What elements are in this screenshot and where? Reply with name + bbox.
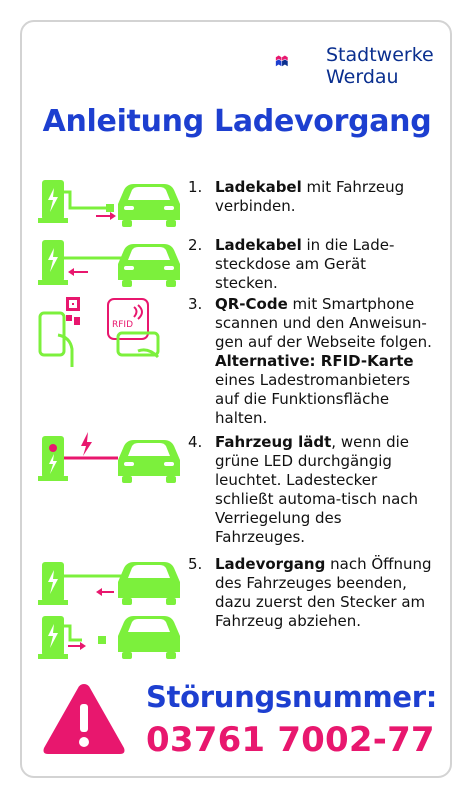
car-icon [118, 440, 180, 483]
brand-name-line1: Stadtwerke [326, 44, 434, 66]
step-keyword: QR-Code [215, 295, 288, 313]
page-title: Anleitung Ladevorgang [42, 104, 432, 139]
arrow-left-icon [68, 268, 88, 276]
step-keyword: Fahrzeug lädt [215, 433, 332, 451]
step-text: nach Öffnung des Fahrzeuges beenden, dazu zuerst den Stecker am Fahrzeug abziehen. [215, 555, 432, 630]
rfid-label: RFID [112, 320, 134, 330]
step3-illustration [38, 295, 183, 370]
step-alternative-text: eines Ladestromanbieters auf die Funktionsfläche halten. [215, 371, 411, 427]
charging-station-icon [38, 180, 80, 223]
step-keyword: Ladevorgang [215, 555, 326, 573]
step-keyword: Ladekabel [215, 236, 302, 254]
brand-name-line2: Werdau [326, 66, 399, 88]
car-icon [118, 244, 180, 287]
step-1 [188, 178, 438, 218]
rfid-card-icon [108, 299, 158, 357]
car-icon [118, 562, 180, 605]
smartphone-qr-icon [40, 297, 80, 367]
charging-station-icon [38, 240, 68, 285]
step-number: 4. [188, 433, 203, 451]
charging-station-icon [38, 562, 122, 605]
step-text: , wenn die grüne LED durchgängig leuchtet. Ladestecker schließt automa-tisch nach Verriegelung des Fahrzeuges. [215, 433, 419, 546]
step2-illustration [38, 232, 183, 292]
step-text: in die Lade-steckdose am Gerät stecken. [215, 236, 395, 292]
step1-illustration [38, 170, 183, 230]
hotline-label: Störungsnummer: [146, 680, 438, 714]
step-2 [188, 236, 438, 292]
step-number: 1. [188, 178, 203, 196]
brand-name [326, 44, 434, 88]
car-icon [118, 616, 180, 659]
step5-illustration [38, 552, 183, 664]
step-4 [188, 433, 438, 546]
step-5 [188, 555, 438, 645]
arrow-right-icon [96, 212, 116, 220]
step4-illustration [38, 428, 183, 488]
arrow-left-icon [96, 588, 114, 596]
warning-icon [40, 680, 128, 758]
car-icon [118, 184, 180, 227]
charging-station-icon [38, 616, 82, 659]
step-number: 3. [188, 295, 203, 313]
step-text: mit Fahrzeug verbinden. [215, 178, 405, 215]
step-number: 5. [188, 555, 203, 573]
stadtwerke-logo-icon [275, 38, 323, 86]
step-alternative-keyword: Alternative: RFID-Karte [215, 352, 414, 370]
hotline-number[interactable]: 03761 7002-77 [146, 720, 435, 760]
step-3 [188, 295, 438, 427]
arrow-right-icon [68, 642, 86, 650]
charging-station-icon [38, 436, 68, 481]
step-number: 2. [188, 236, 203, 254]
step-keyword: Ladekabel [215, 178, 302, 196]
lightning-icon [81, 432, 92, 456]
step-text: mit Smartphone scannen und den Anweisun-gen auf der Webseite folgen. [215, 295, 432, 351]
